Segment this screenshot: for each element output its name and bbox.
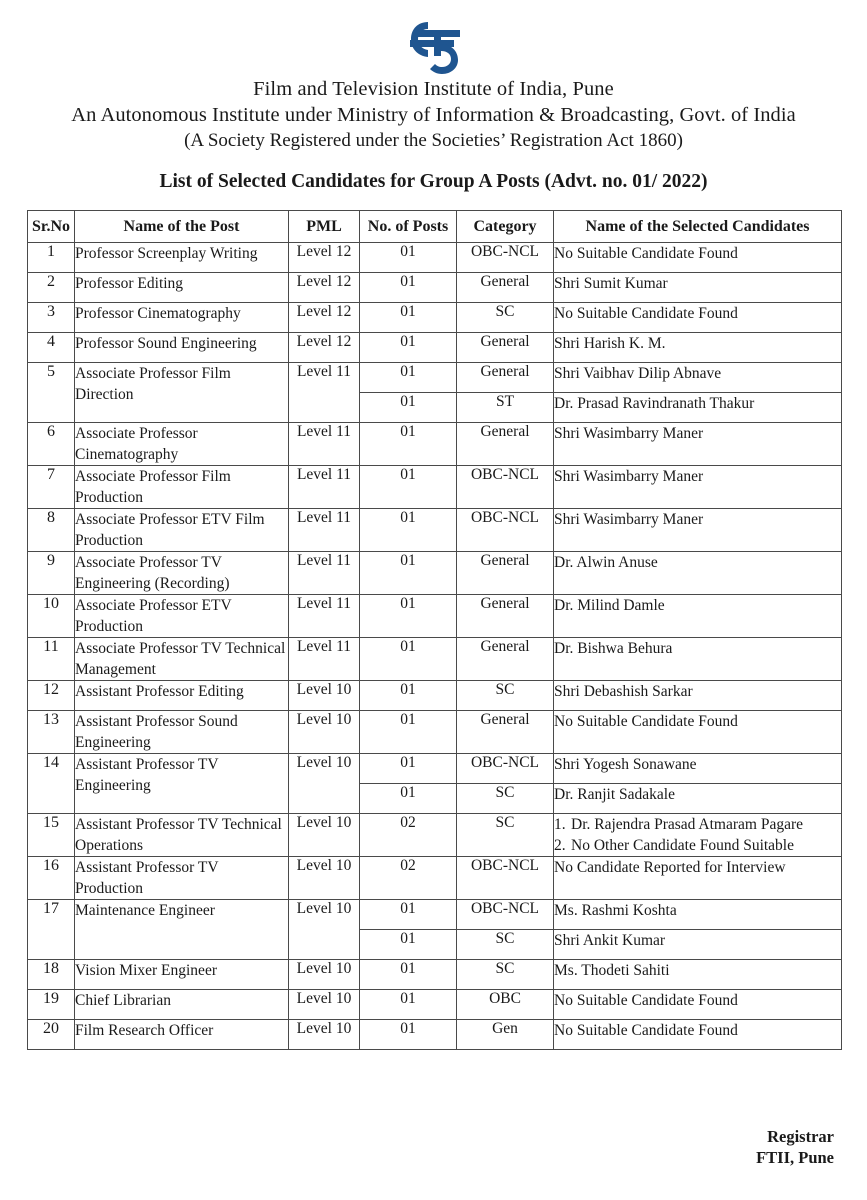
column-header-candidates: Name of the Selected Candidates [554,211,842,243]
cell-sr-no: 5 [28,363,75,423]
cell-sr-no: 16 [28,857,75,900]
cell-selected-candidate: Shri Ankit Kumar [554,930,842,960]
list-item [554,814,841,835]
logo-container [0,0,867,72]
signature-block [756,1126,834,1168]
org-registration-note: (A Society Registered under the Societies’ Registration Act 1860) [184,130,683,151]
cell-selected-candidate: Shri Wasimbarry Maner [554,423,842,466]
cell-pay-matrix-level: Level 10 [289,681,360,711]
cell-sr-no: 15 [28,814,75,857]
cell-pay-matrix-level: Level 11 [289,363,360,423]
table-row [28,754,842,784]
table-row [28,333,842,363]
table-row [28,960,842,990]
cell-sr-no: 18 [28,960,75,990]
cell-selected-candidate: No Suitable Candidate Found [554,711,842,754]
table-row [28,595,842,638]
cell-post-name: Assistant Professor TV Technical Operations [75,814,289,857]
cell-post-name: Chief Librarian [75,990,289,1020]
cell-selected-candidate: Ms. Rashmi Koshta [554,900,842,930]
list-item-number: 2. [554,837,566,854]
cell-no-of-posts: 01 [360,273,457,303]
table-row [28,814,842,857]
cell-category: General [457,638,554,681]
cell-sr-no: 11 [28,638,75,681]
cell-selected-candidate: Ms. Thodeti Sahiti [554,960,842,990]
cell-pay-matrix-level: Level 11 [289,595,360,638]
table-row [28,509,842,552]
cell-post-name: Associate Professor TV Engineering (Recording) [75,552,289,595]
table-row [28,681,842,711]
list-item [554,835,841,856]
cell-no-of-posts: 01 [360,990,457,1020]
cell-pay-matrix-level: Level 12 [289,333,360,363]
cell-post-name: Professor Sound Engineering [75,333,289,363]
cell-selected-candidate: No Candidate Reported for Interview [554,857,842,900]
org-name: Film and Television Institute of India, Pune [253,78,614,100]
table-row [28,552,842,595]
cell-selected-candidate: No Suitable Candidate Found [554,990,842,1020]
table-row [28,466,842,509]
cell-no-of-posts: 01 [360,393,457,423]
cell-post-name: Vision Mixer Engineer [75,960,289,990]
cell-sr-no: 10 [28,595,75,638]
cell-selected-candidate: Shri Wasimbarry Maner [554,509,842,552]
cell-sr-no: 8 [28,509,75,552]
cell-pay-matrix-level: Level 11 [289,423,360,466]
cell-pay-matrix-level: Level 11 [289,466,360,509]
column-header-pml: PML [289,211,360,243]
cell-selected-candidate: Dr. Bishwa Behura [554,638,842,681]
cell-pay-matrix-level: Level 10 [289,814,360,857]
cell-no-of-posts: 01 [360,930,457,960]
cell-sr-no: 9 [28,552,75,595]
cell-selected-candidate [554,814,842,857]
cell-post-name: Professor Editing [75,273,289,303]
cell-post-name: Film Research Officer [75,1020,289,1050]
cell-category: OBC-NCL [457,900,554,930]
cell-no-of-posts: 01 [360,638,457,681]
cell-post-name: Associate Professor TV Technical Management [75,638,289,681]
cell-selected-candidate: No Suitable Candidate Found [554,1020,842,1050]
cell-selected-candidate: Dr. Milind Damle [554,595,842,638]
cell-post-name: Associate Professor Film Production [75,466,289,509]
cell-category: SC [457,960,554,990]
cell-no-of-posts: 02 [360,814,457,857]
cell-pay-matrix-level: Level 12 [289,273,360,303]
cell-selected-candidate: Shri Debashish Sarkar [554,681,842,711]
column-header-no-posts: No. of Posts [360,211,457,243]
list-item-label: No Other Candidate Found Suitable [571,837,794,854]
cell-category: OBC-NCL [457,857,554,900]
cell-selected-candidate: Shri Wasimbarry Maner [554,466,842,509]
cell-no-of-posts: 02 [360,857,457,900]
cell-no-of-posts: 01 [360,509,457,552]
list-item-label: Dr. Rajendra Prasad Atmaram Pagare [571,816,803,833]
table-row [28,638,842,681]
cell-selected-candidate: Dr. Ranjit Sadakale [554,784,842,814]
cell-category: General [457,552,554,595]
cell-no-of-posts: 01 [360,243,457,273]
table-row [28,711,842,754]
cell-post-name: Associate Professor Film Direction [75,363,289,423]
cell-category: SC [457,930,554,960]
cell-category: Gen [457,1020,554,1050]
cell-category: General [457,333,554,363]
cell-category: SC [457,814,554,857]
cell-post-name: Assistant Professor TV Engineering [75,754,289,814]
cell-sr-no: 13 [28,711,75,754]
cell-post-name: Assistant Professor Sound Engineering [75,711,289,754]
cell-selected-candidate: No Suitable Candidate Found [554,303,842,333]
cell-sr-no: 7 [28,466,75,509]
cell-sr-no: 1 [28,243,75,273]
cell-pay-matrix-level: Level 10 [289,711,360,754]
candidate-list [554,814,841,856]
cell-no-of-posts: 01 [360,711,457,754]
cell-category: General [457,363,554,393]
cell-sr-no: 12 [28,681,75,711]
cell-pay-matrix-level: Level 12 [289,303,360,333]
cell-sr-no: 3 [28,303,75,333]
cell-category: ST [457,393,554,423]
cell-pay-matrix-level: Level 11 [289,509,360,552]
cell-pay-matrix-level: Level 10 [289,960,360,990]
cell-sr-no: 2 [28,273,75,303]
cell-category: OBC-NCL [457,754,554,784]
cell-post-name: Maintenance Engineer [75,900,289,960]
signature-designation: Registrar [767,1127,834,1146]
table-row [28,900,842,930]
table-body [28,243,842,1050]
results-table-container [27,210,841,1050]
cell-sr-no: 17 [28,900,75,960]
table-row [28,363,842,393]
cell-pay-matrix-level: Level 11 [289,552,360,595]
cell-category: General [457,711,554,754]
cell-no-of-posts: 01 [360,363,457,393]
table-header [28,211,842,243]
document-heading [0,76,867,194]
list-item-number: 1. [554,816,566,833]
cell-no-of-posts: 01 [360,784,457,814]
column-header-post: Name of the Post [75,211,289,243]
cell-no-of-posts: 01 [360,333,457,363]
cell-post-name: Professor Cinematography [75,303,289,333]
cell-no-of-posts: 01 [360,552,457,595]
cell-pay-matrix-level: Level 12 [289,243,360,273]
cell-post-name: Associate Professor ETV Production [75,595,289,638]
cell-sr-no: 20 [28,1020,75,1050]
signature-institute: FTII, Pune [756,1148,834,1167]
table-row [28,990,842,1020]
cell-category: General [457,423,554,466]
cell-pay-matrix-level: Level 10 [289,1020,360,1050]
cell-category: OBC-NCL [457,509,554,552]
page-title: List of Selected Candidates for Group A Posts (Advt. no. 01/ 2022) [159,171,708,192]
cell-category: SC [457,784,554,814]
cell-no-of-posts: 01 [360,754,457,784]
org-subtitle: An Autonomous Institute under Ministry of Information & Broadcasting, Govt. of India [71,104,796,126]
cell-pay-matrix-level: Level 11 [289,638,360,681]
cell-no-of-posts: 01 [360,466,457,509]
cell-no-of-posts: 01 [360,1020,457,1050]
cell-selected-candidate: Shri Harish K. M. [554,333,842,363]
cell-selected-candidate: Dr. Prasad Ravindranath Thakur [554,393,842,423]
cell-pay-matrix-level: Level 10 [289,900,360,960]
cell-category: SC [457,303,554,333]
table-row [28,857,842,900]
cell-no-of-posts: 01 [360,900,457,930]
cell-no-of-posts: 01 [360,681,457,711]
cell-selected-candidate: Shri Sumit Kumar [554,273,842,303]
cell-sr-no: 19 [28,990,75,1020]
ftii-logo-icon [398,18,470,74]
cell-category: OBC-NCL [457,466,554,509]
cell-post-name: Assistant Professor Editing [75,681,289,711]
cell-no-of-posts: 01 [360,303,457,333]
cell-selected-candidate: Shri Vaibhav Dilip Abnave [554,363,842,393]
selected-candidates-table [27,210,842,1050]
cell-post-name: Assistant Professor TV Production [75,857,289,900]
cell-pay-matrix-level: Level 10 [289,754,360,814]
cell-selected-candidate: Dr. Alwin Anuse [554,552,842,595]
cell-post-name: Associate Professor ETV Film Production [75,509,289,552]
cell-no-of-posts: 01 [360,960,457,990]
cell-category: General [457,273,554,303]
cell-category: General [457,595,554,638]
table-row [28,243,842,273]
column-header-category: Category [457,211,554,243]
cell-sr-no: 4 [28,333,75,363]
table-row [28,423,842,466]
cell-post-name: Associate Professor Cinematography [75,423,289,466]
table-row [28,1020,842,1050]
cell-sr-no: 6 [28,423,75,466]
cell-no-of-posts: 01 [360,595,457,638]
cell-sr-no: 14 [28,754,75,814]
cell-selected-candidate: Shri Yogesh Sonawane [554,754,842,784]
column-header-sr-no: Sr.No [28,211,75,243]
cell-category: SC [457,681,554,711]
cell-category: OBC-NCL [457,243,554,273]
cell-category: OBC [457,990,554,1020]
table-header-row [28,211,842,243]
table-row [28,273,842,303]
table-row [28,303,842,333]
cell-pay-matrix-level: Level 10 [289,990,360,1020]
cell-pay-matrix-level: Level 10 [289,857,360,900]
cell-no-of-posts: 01 [360,423,457,466]
cell-selected-candidate: No Suitable Candidate Found [554,243,842,273]
cell-post-name: Professor Screenplay Writing [75,243,289,273]
